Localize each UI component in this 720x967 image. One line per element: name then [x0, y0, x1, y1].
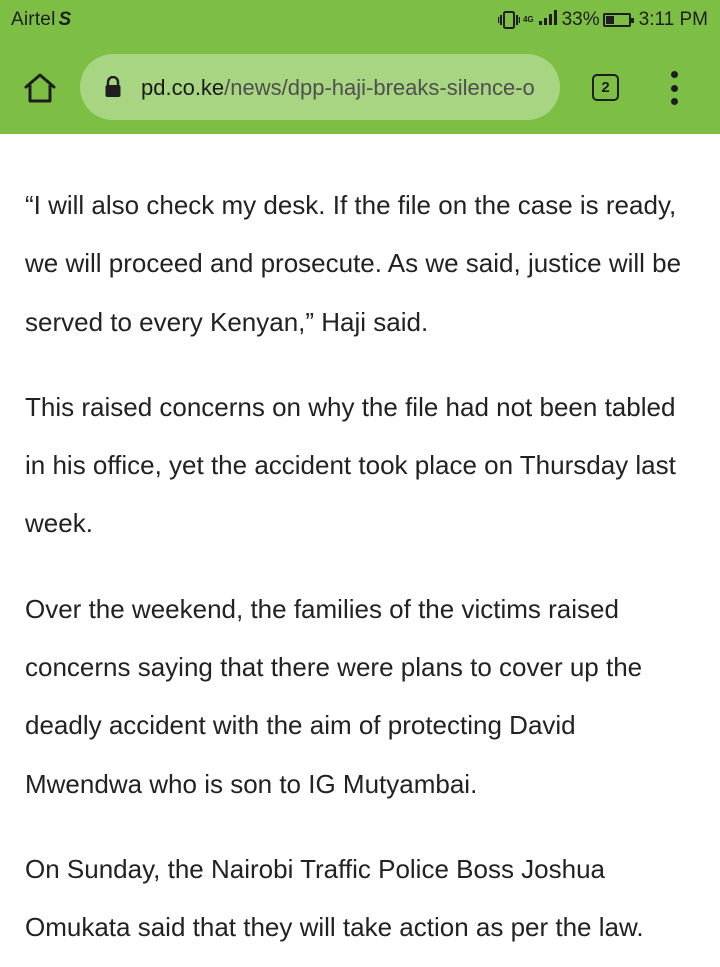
- battery-percent: 33%: [561, 9, 600, 30]
- signal-icon: [538, 8, 558, 32]
- article-paragraph: On Sunday, the Nairobi Traffic Police Boss Joshua Omukata said that they will take action as per the law.: [25, 853, 644, 943]
- status-bar: [0, 0, 720, 40]
- carrier-name: Airtel: [11, 9, 56, 30]
- url-path: /news/dpp-haji-breaks-silence-o: [224, 75, 535, 100]
- article-body: [0, 176, 720, 957]
- browser-toolbar: [0, 52, 720, 122]
- status-icons: [495, 8, 708, 32]
- address-bar[interactable]: [80, 54, 560, 120]
- tab-switcher-button[interactable]: [592, 74, 619, 101]
- tab-count-label: 2: [601, 79, 610, 96]
- article-paragraph: “I will also check my desk. If the file on the case is ready, we will proceed and prosecute. As we said, justice will be served to every Kenyan,” Haji said.: [25, 190, 682, 337]
- clock: 3:11 PM: [638, 9, 708, 30]
- menu-dot-icon: [671, 85, 678, 92]
- menu-dot-icon: [671, 98, 678, 105]
- vibrate-icon: [498, 11, 520, 29]
- menu-dot-icon: [671, 71, 678, 78]
- url-text: [141, 75, 535, 101]
- overflow-menu-button[interactable]: [664, 71, 684, 105]
- bolt-icon: ⚡: [612, 13, 621, 26]
- browser-chrome: [0, 0, 720, 134]
- carrier: [11, 9, 71, 31]
- article-paragraph: This raised concerns on why the file had not been tabled in his office, yet the accident took place on Thursday last week.: [25, 391, 676, 539]
- lock-icon: [104, 76, 122, 103]
- article-paragraph: Over the weekend, the families of the victims raised concerns saying that there were plans to cover up the deadly accident with the aim of protecting David Mwendwa who is son to IG Mutyambai.: [25, 593, 643, 799]
- home-icon: [23, 72, 57, 104]
- carrier-logo: S: [58, 9, 72, 30]
- network-type: 4G: [522, 15, 534, 24]
- url-host: pd.co.ke: [141, 75, 225, 100]
- battery-charging-icon: [603, 13, 631, 27]
- home-button[interactable]: [20, 68, 60, 108]
